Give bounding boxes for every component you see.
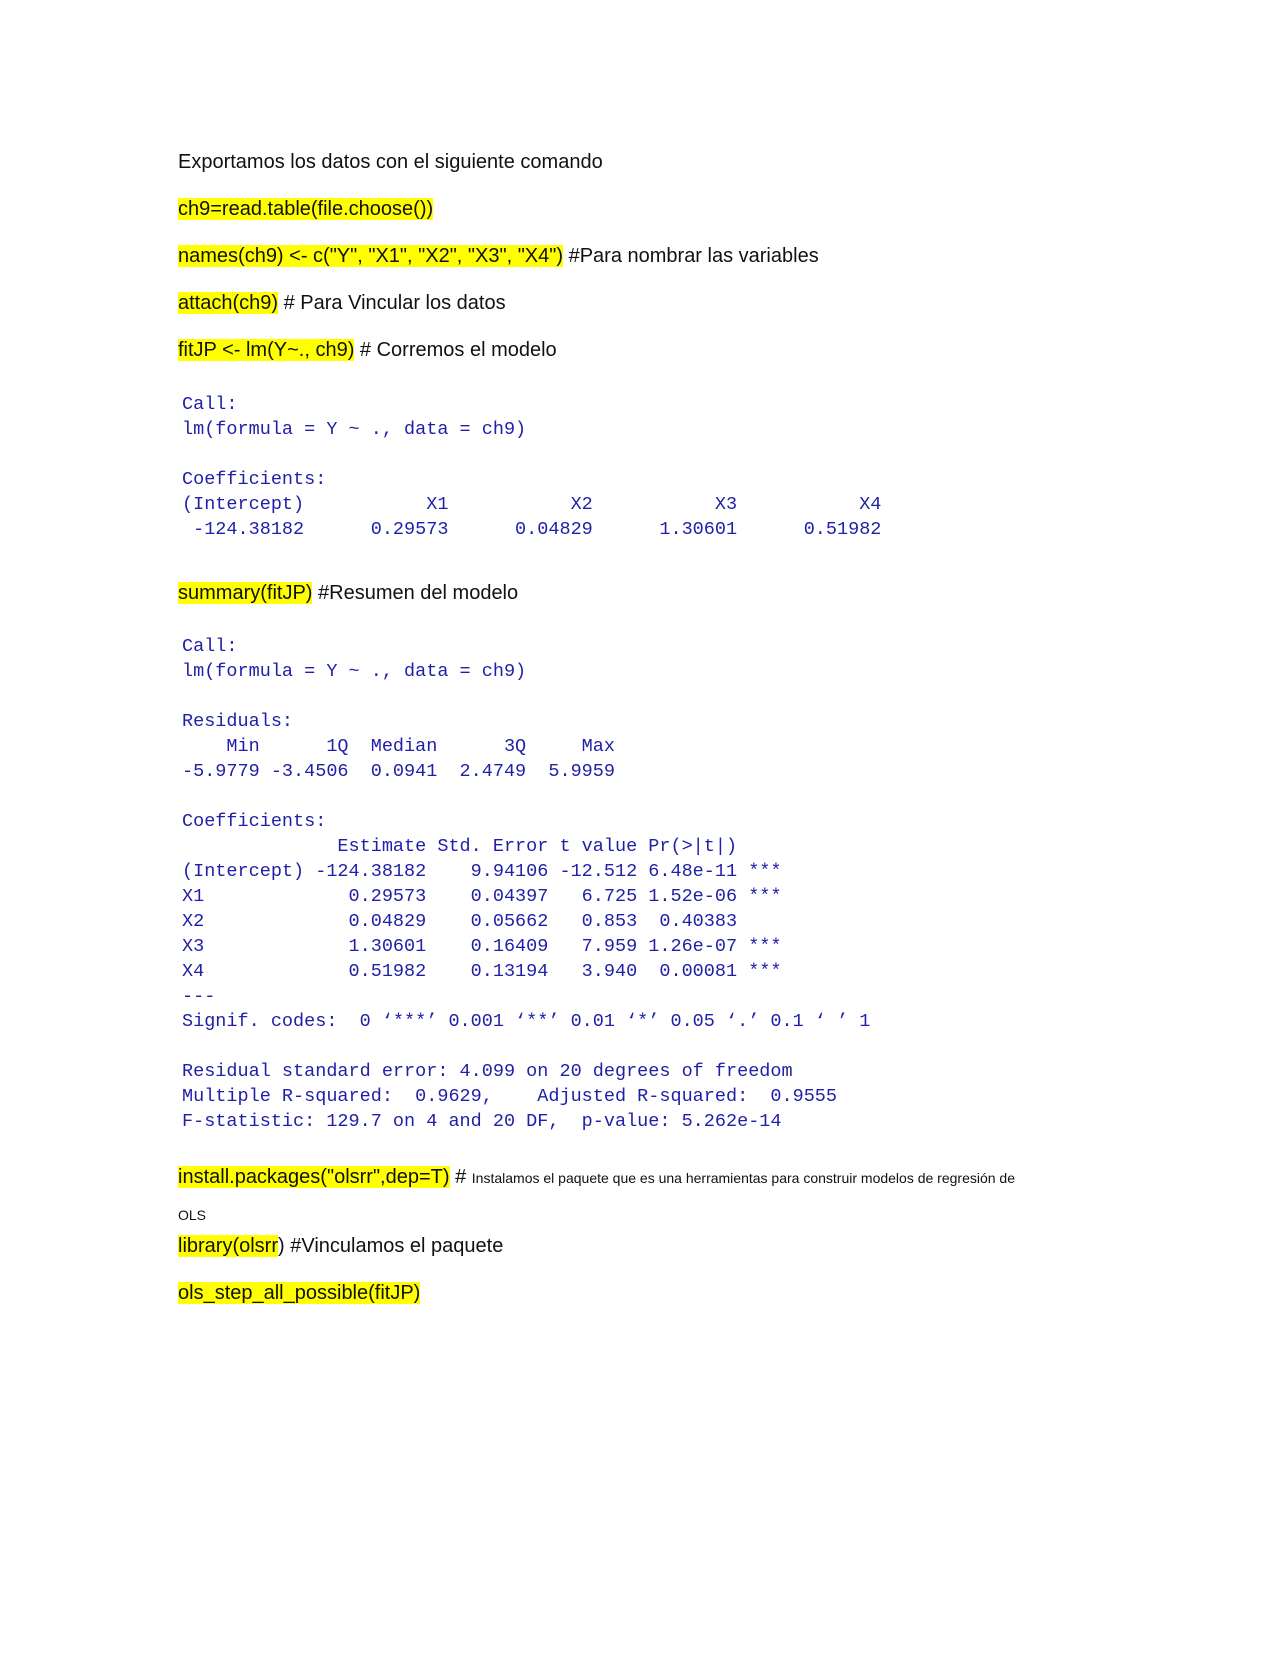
paragraph-attach <box>178 289 506 317</box>
paragraph-fit-model <box>178 336 557 364</box>
console-line: --- <box>182 986 216 1007</box>
code-install: install.packages("olsrr",dep=T) <box>178 1166 450 1188</box>
console-line: Call: <box>182 394 238 415</box>
comment-install-hash: # <box>449 1166 472 1188</box>
code-read-table: ch9=read.table(file.choose()) <box>178 198 434 220</box>
console-line: -5.9779 -3.4506 0.0941 2.4749 5.9959 <box>182 761 627 782</box>
paragraph-read-table <box>178 195 433 223</box>
console-line: X1 0.29573 0.04397 6.725 1.52e-06 *** <box>182 886 782 907</box>
r-output-summary <box>182 634 870 1134</box>
comment-library: ) #Vinculamos el paquete <box>278 1235 504 1257</box>
console-line: Estimate Std. Error t value Pr(>|t|) <box>182 836 782 857</box>
paragraph-library <box>178 1232 503 1260</box>
paragraph-summary <box>178 579 518 607</box>
console-line: Residual standard error: 4.099 on 20 degrees of freedom <box>182 1061 793 1082</box>
comment-fit-model: # Corremos el modelo <box>354 339 557 361</box>
console-line <box>182 442 904 467</box>
console-line: -124.38182 0.29573 0.04829 1.30601 0.51982 <box>182 519 904 540</box>
paragraph-names <box>178 242 819 270</box>
console-line: X2 0.04829 0.05662 0.853 0.40383 <box>182 911 782 932</box>
comment-install: Instalamos el paquete que es una herramientas para construir modelos de regresión de <box>471 1170 1016 1186</box>
console-line: Call: <box>182 636 238 657</box>
paragraph-step-all <box>178 1279 420 1307</box>
console-line: F-statistic: 129.7 on 4 and 20 DF, p-value: 5.262e-14 <box>182 1111 782 1132</box>
console-line: Residuals: <box>182 711 294 732</box>
intro-text: Exportamos los datos con el siguiente comando <box>178 151 603 173</box>
console-line: (Intercept) -124.38182 9.94106 -12.512 6.48e-11 *** <box>182 861 782 882</box>
console-line: Coefficients: <box>182 811 327 832</box>
console-line: Signif. codes: 0 ‘***’ 0.001 ‘**’ 0.01 ‘*’ 0.05 ‘.’ 0.1 ‘ ’ 1 <box>182 1011 871 1032</box>
console-line: Multiple R-squared: 0.9629, Adjusted R-squared: 0.9555 <box>182 1086 849 1107</box>
console-line <box>182 684 870 709</box>
console-line: Coefficients: <box>182 469 327 490</box>
console-line: (Intercept) X1 X2 X3 X4 <box>182 494 904 515</box>
paragraph-install <box>178 1163 1015 1192</box>
code-step-all: ols_step_all_possible(fitJP) <box>178 1282 421 1304</box>
console-line: lm(formula = Y ~ ., data = ch9) <box>182 661 527 682</box>
comment-summary: #Resumen del modelo <box>312 582 519 604</box>
console-line: X4 0.51982 0.13194 3.940 0.00081 *** <box>182 961 782 982</box>
comment-install-continued: OLS <box>178 1207 207 1223</box>
comment-names: #Para nombrar las variables <box>563 245 819 267</box>
comment-attach: # Para Vincular los datos <box>278 292 506 314</box>
code-fit-model: fitJP <- lm(Y~., ch9) <box>178 339 355 361</box>
console-line: X3 1.30601 0.16409 7.959 1.26e-07 *** <box>182 936 782 957</box>
console-line: lm(formula = Y ~ ., data = ch9) <box>182 419 527 440</box>
code-summary: summary(fitJP) <box>178 582 313 604</box>
console-line: Min 1Q Median 3Q Max <box>182 736 627 757</box>
paragraph-intro <box>178 148 603 176</box>
code-attach: attach(ch9) <box>178 292 279 314</box>
console-line <box>182 1034 870 1059</box>
r-output-lm <box>182 392 904 542</box>
console-line <box>182 784 870 809</box>
code-library: library(olsrr <box>178 1235 278 1257</box>
code-names: names(ch9) <- c("Y", "X1", "X2", "X3", "X4") <box>178 245 564 267</box>
